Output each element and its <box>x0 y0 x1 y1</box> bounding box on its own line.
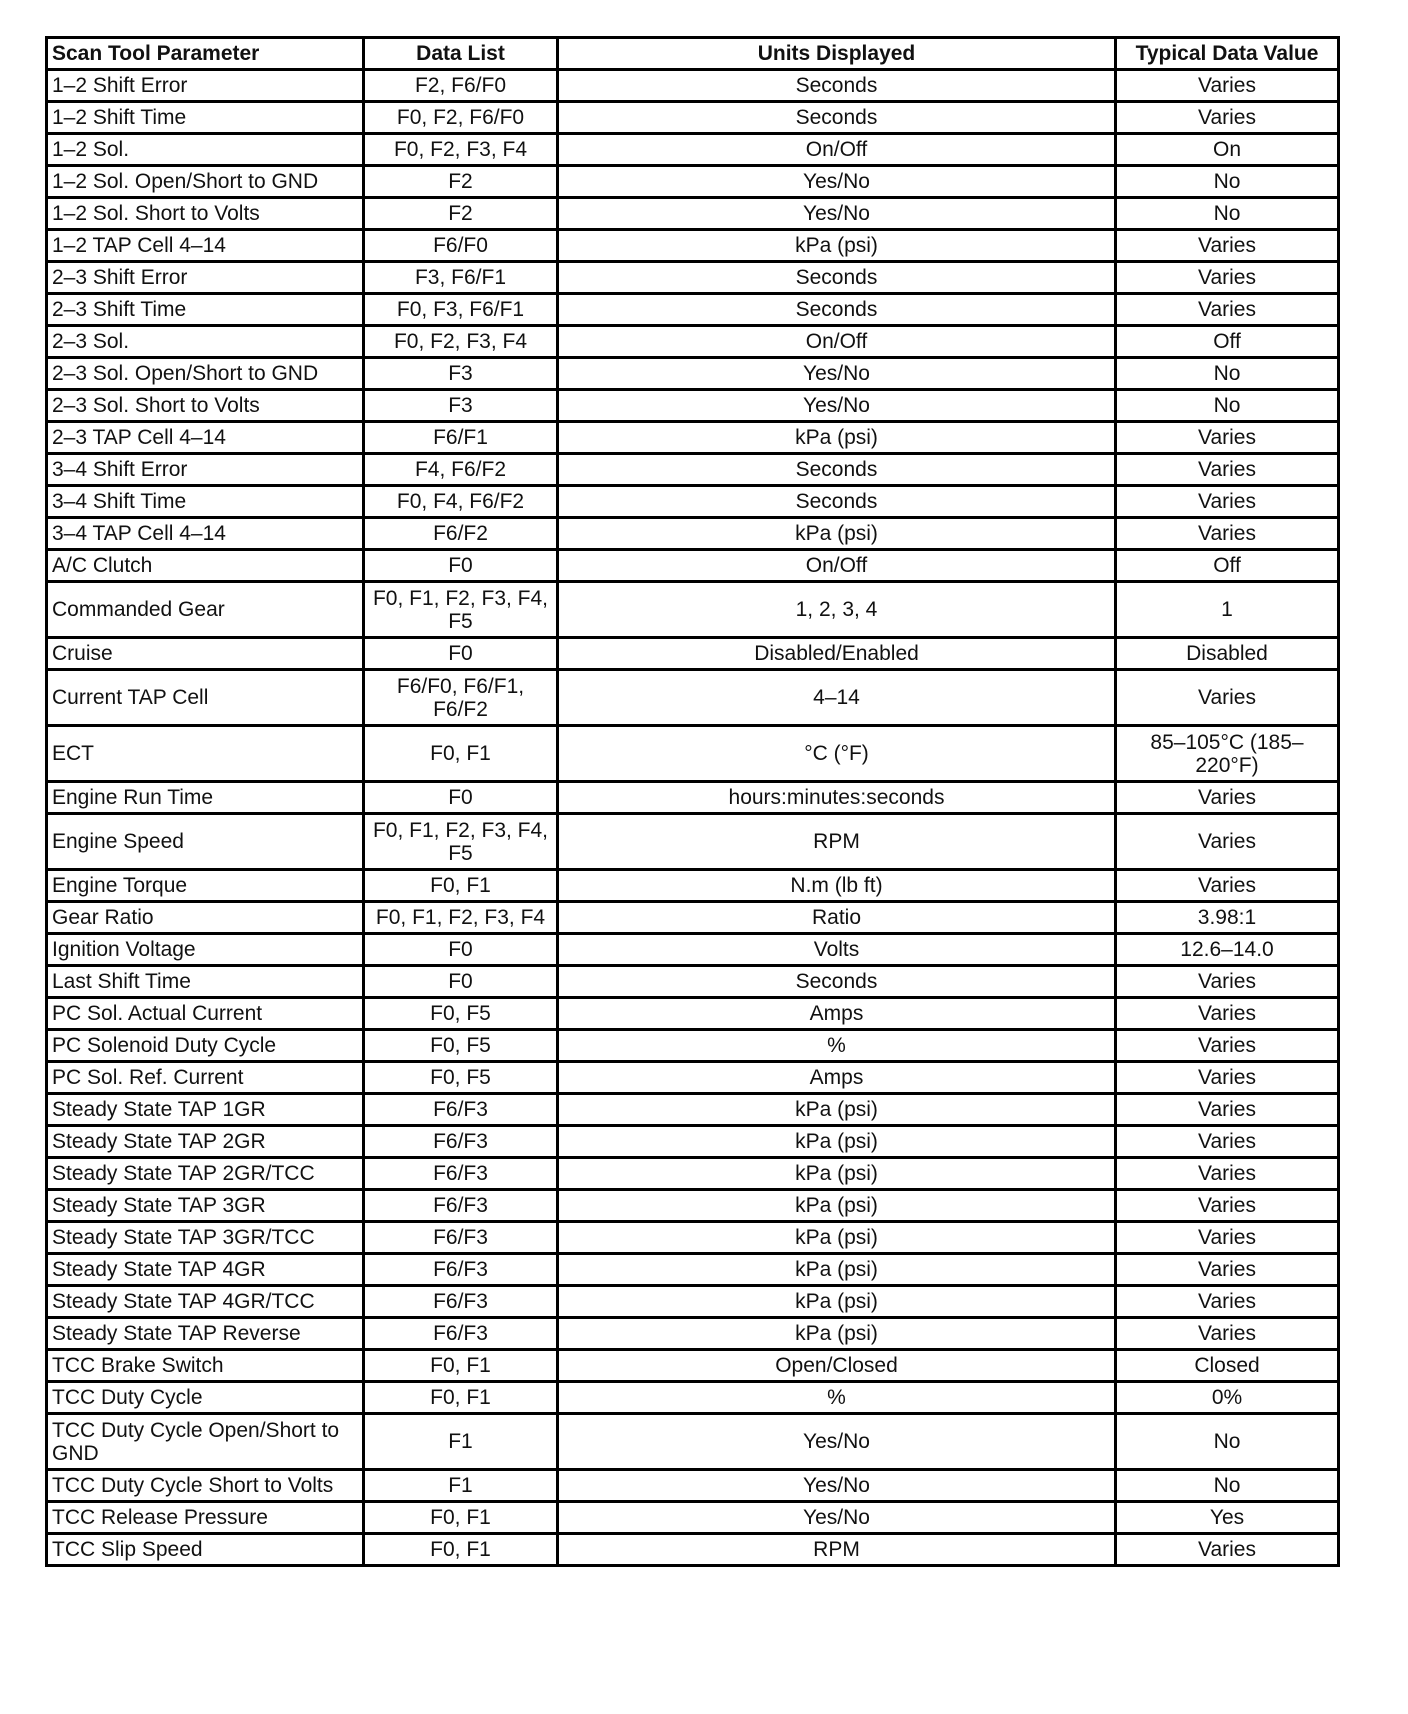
parameter-cell: 2–3 Sol. <box>47 326 364 358</box>
units-cell: % <box>558 1030 1116 1062</box>
units-cell: kPa (psi) <box>558 1222 1116 1254</box>
parameter-cell: 3–4 Shift Time <box>47 486 364 518</box>
units-cell: Seconds <box>558 486 1116 518</box>
parameter-cell: Steady State TAP 4GR <box>47 1254 364 1286</box>
table-row <box>47 1190 1339 1222</box>
typical-value-cell: Varies <box>1116 422 1339 454</box>
parameter-cell: TCC Slip Speed <box>47 1534 364 1566</box>
typical-value-cell: Varies <box>1116 1094 1339 1126</box>
parameter-cell: Cruise <box>47 638 364 670</box>
table-row <box>47 1062 1339 1094</box>
data-list-cell: F0, F5 <box>364 998 558 1030</box>
table-row <box>47 1254 1339 1286</box>
units-cell: Seconds <box>558 262 1116 294</box>
parameter-cell: Engine Speed <box>47 814 364 870</box>
units-cell: Seconds <box>558 454 1116 486</box>
table-row <box>47 902 1339 934</box>
header-scan-tool-parameter: Scan Tool Parameter <box>47 38 364 70</box>
table-row <box>47 422 1339 454</box>
units-cell: On/Off <box>558 550 1116 582</box>
table-row <box>47 70 1339 102</box>
data-list-cell: F0, F1, F2, F3, F4, F5 <box>364 814 558 870</box>
table-row <box>47 262 1339 294</box>
table-row <box>47 1094 1339 1126</box>
units-cell: Yes/No <box>558 198 1116 230</box>
table-header <box>47 38 1339 70</box>
units-cell: kPa (psi) <box>558 1286 1116 1318</box>
units-cell: Disabled/Enabled <box>558 638 1116 670</box>
units-cell: kPa (psi) <box>558 230 1116 262</box>
typical-value-cell: 3.98:1 <box>1116 902 1339 934</box>
data-list-cell: F2 <box>364 166 558 198</box>
scan-tool-data-table <box>45 36 1340 1567</box>
parameter-cell: Current TAP Cell <box>47 670 364 726</box>
parameter-cell: Gear Ratio <box>47 902 364 934</box>
data-list-cell: F0, F1 <box>364 1382 558 1414</box>
units-cell: Yes/No <box>558 166 1116 198</box>
parameter-cell: Engine Run Time <box>47 782 364 814</box>
table-row <box>47 966 1339 998</box>
units-cell: kPa (psi) <box>558 1126 1116 1158</box>
typical-value-cell: No <box>1116 198 1339 230</box>
data-list-cell: F0, F1, F2, F3, F4 <box>364 902 558 934</box>
table-row <box>47 1502 1339 1534</box>
table-row <box>47 1350 1339 1382</box>
table-row <box>47 870 1339 902</box>
data-list-cell: F0, F2, F6/F0 <box>364 102 558 134</box>
data-list-cell: F0 <box>364 782 558 814</box>
parameter-cell: 2–3 Shift Error <box>47 262 364 294</box>
table-row <box>47 1534 1339 1566</box>
parameter-cell: 2–3 Sol. Short to Volts <box>47 390 364 422</box>
units-cell: 1, 2, 3, 4 <box>558 582 1116 638</box>
data-list-cell: F6/F3 <box>364 1286 558 1318</box>
units-cell: RPM <box>558 814 1116 870</box>
typical-value-cell: Varies <box>1116 1318 1339 1350</box>
units-cell: Yes/No <box>558 1414 1116 1470</box>
data-list-cell: F6/F0, F6/F1, F6/F2 <box>364 670 558 726</box>
data-list-cell: F6/F0 <box>364 230 558 262</box>
typical-value-cell: Varies <box>1116 294 1339 326</box>
parameter-cell: TCC Duty Cycle Open/Short to GND <box>47 1414 364 1470</box>
typical-value-cell: Varies <box>1116 1254 1339 1286</box>
table-row <box>47 814 1339 870</box>
parameter-cell: Steady State TAP Reverse <box>47 1318 364 1350</box>
table-row <box>47 166 1339 198</box>
data-list-cell: F0, F1 <box>364 1350 558 1382</box>
header-data-list: Data List <box>364 38 558 70</box>
parameter-cell: Steady State TAP 3GR/TCC <box>47 1222 364 1254</box>
typical-value-cell: Closed <box>1116 1350 1339 1382</box>
header-row <box>47 38 1339 70</box>
parameter-cell: TCC Release Pressure <box>47 1502 364 1534</box>
data-list-cell: F6/F3 <box>364 1254 558 1286</box>
typical-value-cell: Varies <box>1116 1030 1339 1062</box>
typical-value-cell: 85–105°C (185–220°F) <box>1116 726 1339 782</box>
units-cell: RPM <box>558 1534 1116 1566</box>
units-cell: Seconds <box>558 70 1116 102</box>
header-typical-data-value: Typical Data Value <box>1116 38 1339 70</box>
units-cell: On/Off <box>558 134 1116 166</box>
table-row <box>47 358 1339 390</box>
typical-value-cell: Varies <box>1116 1222 1339 1254</box>
typical-value-cell: Varies <box>1116 102 1339 134</box>
parameter-cell: 1–2 Sol. Open/Short to GND <box>47 166 364 198</box>
typical-value-cell: Off <box>1116 326 1339 358</box>
typical-value-cell: No <box>1116 1470 1339 1502</box>
table-body <box>47 70 1339 1566</box>
units-cell: kPa (psi) <box>558 422 1116 454</box>
typical-value-cell: Varies <box>1116 1126 1339 1158</box>
data-list-cell: F0, F2, F3, F4 <box>364 134 558 166</box>
data-list-cell: F0, F4, F6/F2 <box>364 486 558 518</box>
units-cell: kPa (psi) <box>558 1094 1116 1126</box>
parameter-cell: 1–2 Shift Error <box>47 70 364 102</box>
data-list-cell: F0, F5 <box>364 1062 558 1094</box>
table-row <box>47 390 1339 422</box>
table-row <box>47 670 1339 726</box>
typical-value-cell: Varies <box>1116 454 1339 486</box>
data-list-cell: F0, F3, F6/F1 <box>364 294 558 326</box>
data-list-cell: F1 <box>364 1414 558 1470</box>
parameter-cell: Last Shift Time <box>47 966 364 998</box>
data-list-cell: F0, F1 <box>364 870 558 902</box>
header-units-displayed: Units Displayed <box>558 38 1116 70</box>
table-row <box>47 934 1339 966</box>
units-cell: Seconds <box>558 966 1116 998</box>
typical-value-cell: Varies <box>1116 870 1339 902</box>
units-cell: Yes/No <box>558 1502 1116 1534</box>
table-row <box>47 486 1339 518</box>
table-row <box>47 1286 1339 1318</box>
parameter-cell: PC Sol. Actual Current <box>47 998 364 1030</box>
typical-value-cell: No <box>1116 1414 1339 1470</box>
parameter-cell: Steady State TAP 1GR <box>47 1094 364 1126</box>
table-row <box>47 998 1339 1030</box>
table-row <box>47 1222 1339 1254</box>
parameter-cell: A/C Clutch <box>47 550 364 582</box>
units-cell: 4–14 <box>558 670 1116 726</box>
parameter-cell: Ignition Voltage <box>47 934 364 966</box>
data-list-cell: F1 <box>364 1470 558 1502</box>
typical-value-cell: Varies <box>1116 230 1339 262</box>
units-cell: kPa (psi) <box>558 1190 1116 1222</box>
data-list-cell: F4, F6/F2 <box>364 454 558 486</box>
typical-value-cell: 1 <box>1116 582 1339 638</box>
parameter-cell: 2–3 Sol. Open/Short to GND <box>47 358 364 390</box>
data-list-cell: F0 <box>364 638 558 670</box>
units-cell: kPa (psi) <box>558 1254 1116 1286</box>
parameter-cell: 2–3 Shift Time <box>47 294 364 326</box>
data-list-cell: F0 <box>364 550 558 582</box>
typical-value-cell: 12.6–14.0 <box>1116 934 1339 966</box>
table-row <box>47 1318 1339 1350</box>
units-cell: Seconds <box>558 294 1116 326</box>
parameter-cell: 3–4 TAP Cell 4–14 <box>47 518 364 550</box>
typical-value-cell: Varies <box>1116 262 1339 294</box>
data-list-cell: F6/F2 <box>364 518 558 550</box>
data-list-cell: F6/F3 <box>364 1158 558 1190</box>
units-cell: Ratio <box>558 902 1116 934</box>
table-row <box>47 454 1339 486</box>
parameter-cell: 1–2 Sol. Short to Volts <box>47 198 364 230</box>
parameter-cell: 2–3 TAP Cell 4–14 <box>47 422 364 454</box>
data-list-cell: F6/F3 <box>364 1318 558 1350</box>
units-cell: Open/Closed <box>558 1350 1116 1382</box>
data-list-cell: F0, F2, F3, F4 <box>364 326 558 358</box>
table-row <box>47 294 1339 326</box>
parameter-cell: Steady State TAP 4GR/TCC <box>47 1286 364 1318</box>
typical-value-cell: Varies <box>1116 1286 1339 1318</box>
typical-value-cell: Varies <box>1116 670 1339 726</box>
typical-value-cell: Yes <box>1116 1502 1339 1534</box>
table-row <box>47 582 1339 638</box>
data-list-cell: F6/F3 <box>364 1222 558 1254</box>
typical-value-cell: No <box>1116 358 1339 390</box>
data-list-cell: F6/F3 <box>364 1094 558 1126</box>
data-list-cell: F0, F1, F2, F3, F4, F5 <box>364 582 558 638</box>
units-cell: Seconds <box>558 102 1116 134</box>
units-cell: Amps <box>558 1062 1116 1094</box>
table-row <box>47 1414 1339 1470</box>
parameter-cell: Commanded Gear <box>47 582 364 638</box>
table-row <box>47 550 1339 582</box>
parameter-cell: 1–2 Shift Time <box>47 102 364 134</box>
typical-value-cell: No <box>1116 166 1339 198</box>
parameter-cell: Engine Torque <box>47 870 364 902</box>
units-cell: Yes/No <box>558 1470 1116 1502</box>
table-row <box>47 134 1339 166</box>
typical-value-cell: Varies <box>1116 998 1339 1030</box>
parameter-cell: PC Solenoid Duty Cycle <box>47 1030 364 1062</box>
scan-tool-table-container <box>45 36 1340 1567</box>
units-cell: Volts <box>558 934 1116 966</box>
table-row <box>47 230 1339 262</box>
typical-value-cell: Off <box>1116 550 1339 582</box>
parameter-cell: 1–2 TAP Cell 4–14 <box>47 230 364 262</box>
data-list-cell: F3 <box>364 390 558 422</box>
data-list-cell: F0, F1 <box>364 1534 558 1566</box>
data-list-cell: F3, F6/F1 <box>364 262 558 294</box>
units-cell: kPa (psi) <box>558 1318 1116 1350</box>
data-list-cell: F6/F3 <box>364 1190 558 1222</box>
units-cell: hours:minutes:seconds <box>558 782 1116 814</box>
parameter-cell: Steady State TAP 3GR <box>47 1190 364 1222</box>
typical-value-cell: Varies <box>1116 1062 1339 1094</box>
typical-value-cell: Varies <box>1116 1158 1339 1190</box>
units-cell: On/Off <box>558 326 1116 358</box>
parameter-cell: TCC Brake Switch <box>47 1350 364 1382</box>
data-list-cell: F2, F6/F0 <box>364 70 558 102</box>
table-row <box>47 726 1339 782</box>
units-cell: kPa (psi) <box>558 1158 1116 1190</box>
table-row <box>47 1382 1339 1414</box>
parameter-cell: 3–4 Shift Error <box>47 454 364 486</box>
table-row <box>47 102 1339 134</box>
data-list-cell: F2 <box>364 198 558 230</box>
table-row <box>47 1470 1339 1502</box>
parameter-cell: TCC Duty Cycle <box>47 1382 364 1414</box>
table-row <box>47 518 1339 550</box>
units-cell: Yes/No <box>558 358 1116 390</box>
parameter-cell: TCC Duty Cycle Short to Volts <box>47 1470 364 1502</box>
typical-value-cell: On <box>1116 134 1339 166</box>
typical-value-cell: Varies <box>1116 814 1339 870</box>
parameter-cell: Steady State TAP 2GR <box>47 1126 364 1158</box>
typical-value-cell: Varies <box>1116 486 1339 518</box>
table-row <box>47 638 1339 670</box>
table-row <box>47 1158 1339 1190</box>
data-list-cell: F3 <box>364 358 558 390</box>
typical-value-cell: Varies <box>1116 518 1339 550</box>
table-row <box>47 1030 1339 1062</box>
data-list-cell: F6/F3 <box>364 1126 558 1158</box>
typical-value-cell: Varies <box>1116 966 1339 998</box>
table-row <box>47 1126 1339 1158</box>
data-list-cell: F6/F1 <box>364 422 558 454</box>
data-list-cell: F0 <box>364 966 558 998</box>
data-list-cell: F0, F5 <box>364 1030 558 1062</box>
typical-value-cell: Varies <box>1116 1190 1339 1222</box>
parameter-cell: Steady State TAP 2GR/TCC <box>47 1158 364 1190</box>
data-list-cell: F0, F1 <box>364 1502 558 1534</box>
table-row <box>47 198 1339 230</box>
data-list-cell: F0 <box>364 934 558 966</box>
typical-value-cell: 0% <box>1116 1382 1339 1414</box>
data-list-cell: F0, F1 <box>364 726 558 782</box>
parameter-cell: 1–2 Sol. <box>47 134 364 166</box>
units-cell: % <box>558 1382 1116 1414</box>
units-cell: Yes/No <box>558 390 1116 422</box>
units-cell: kPa (psi) <box>558 518 1116 550</box>
typical-value-cell: Varies <box>1116 782 1339 814</box>
table-row <box>47 782 1339 814</box>
parameter-cell: PC Sol. Ref. Current <box>47 1062 364 1094</box>
typical-value-cell: No <box>1116 390 1339 422</box>
typical-value-cell: Varies <box>1116 70 1339 102</box>
units-cell: Amps <box>558 998 1116 1030</box>
typical-value-cell: Disabled <box>1116 638 1339 670</box>
parameter-cell: ECT <box>47 726 364 782</box>
units-cell: °C (°F) <box>558 726 1116 782</box>
table-row <box>47 326 1339 358</box>
units-cell: N.m (lb ft) <box>558 870 1116 902</box>
typical-value-cell: Varies <box>1116 1534 1339 1566</box>
